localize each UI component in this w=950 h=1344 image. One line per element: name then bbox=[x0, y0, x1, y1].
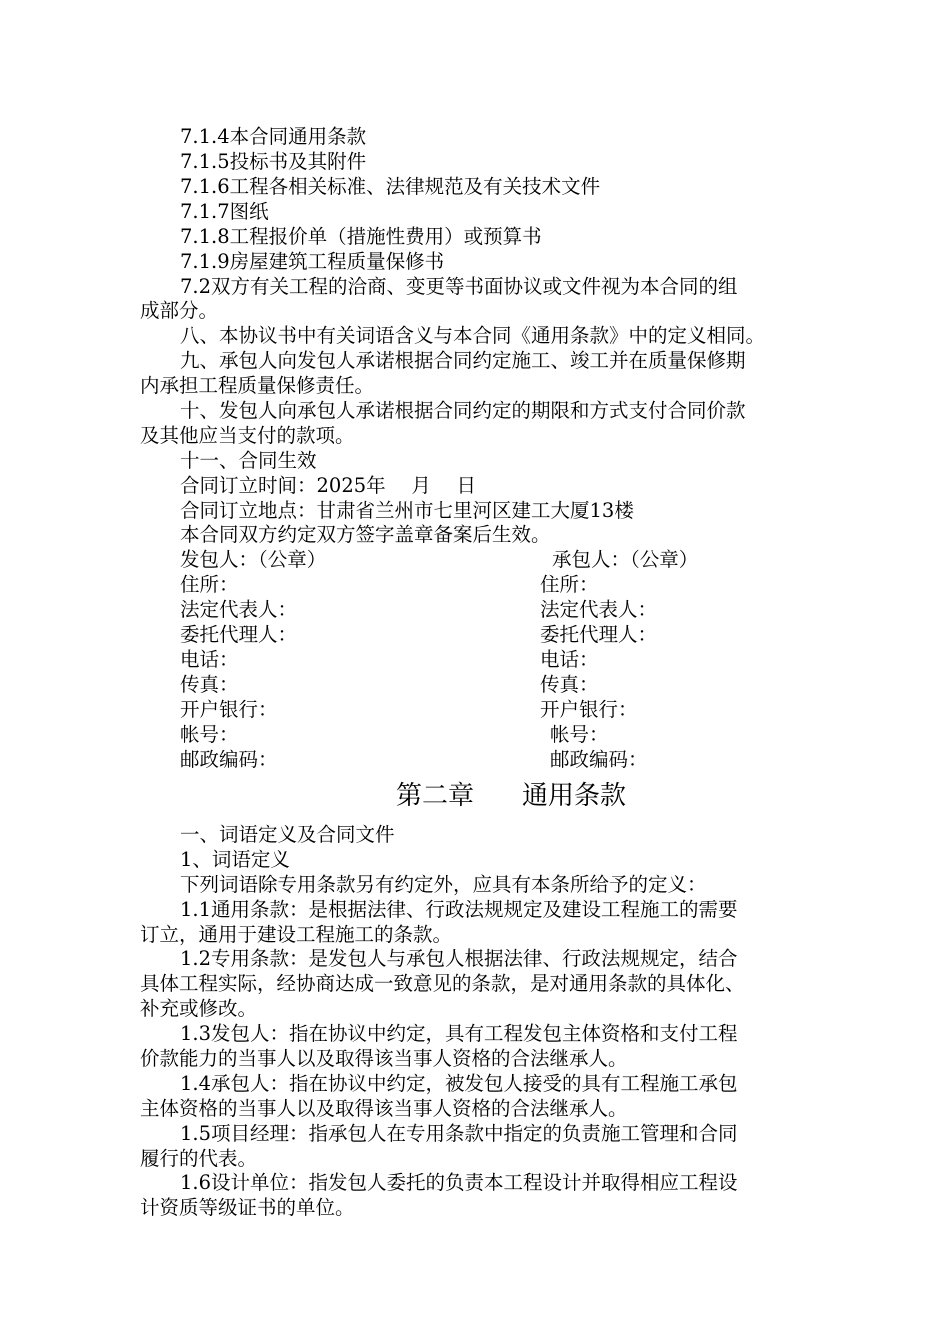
chapter-heading-title: 通用条款 bbox=[522, 781, 627, 811]
contractor-postcode: 邮政编码： bbox=[550, 748, 648, 771]
employer-bank: 开户银行： bbox=[180, 698, 278, 721]
employer-party: 发包人：（公章） bbox=[180, 548, 327, 571]
definitions-intro: 下列词语除专用条款另有约定外，应具有本条所给予的定义： bbox=[180, 873, 707, 896]
effective-clause: 本合同双方约定双方签字盖章备案后生效。 bbox=[180, 523, 551, 546]
chapter-heading-number: 第二章 bbox=[396, 781, 475, 811]
definition-1-2-line2: 具体工程实际，经协商达成一致意见的条款，是对通用条款的具体化、 bbox=[140, 972, 745, 995]
clause-7-2-line1: 7.2双方有关工程的洽商、变更等书面协议或文件视为本合同的组 bbox=[180, 275, 738, 298]
employer-agent: 委托代理人： bbox=[180, 623, 298, 646]
employer-account: 帐号： bbox=[180, 723, 239, 746]
definition-1-6-line2: 计资质等级证书的单位。 bbox=[140, 1196, 355, 1219]
signing-time: 合同订立时间：2025年 月 日 bbox=[180, 474, 477, 497]
definition-1-5-line2: 履行的代表。 bbox=[140, 1147, 258, 1170]
contractor-fax: 传真： bbox=[540, 673, 599, 696]
clause-7-1-6: 7.1.6工程各相关标准、法律规范及有关技术文件 bbox=[180, 175, 601, 198]
article-11: 十一、合同生效 bbox=[180, 449, 317, 472]
article-10-line2: 及其他应当支付的款项。 bbox=[140, 424, 355, 447]
definition-1-1-line1: 1.1通用条款：是根据法律、行政法规规定及建设工程施工的需要 bbox=[180, 898, 738, 921]
definition-1-5-line1: 1.5项目经理：指承包人在专用条款中指定的负责施工管理和合同 bbox=[180, 1122, 738, 1145]
section-1-title: 一、词语定义及合同文件 bbox=[180, 823, 395, 846]
subsection-1-title: 1、词语定义 bbox=[180, 848, 290, 871]
definition-1-1-line2: 订立，通用于建设工程施工的条款。 bbox=[140, 923, 453, 946]
definition-1-3-line1: 1.3发包人：指在协议中约定，具有工程发包主体资格和支付工程 bbox=[180, 1022, 738, 1045]
definition-1-4-line1: 1.4承包人：指在协议中约定，被发包人接受的具有工程施工承包 bbox=[180, 1072, 738, 1095]
employer-fax: 传真： bbox=[180, 673, 239, 696]
contractor-phone: 电话： bbox=[540, 648, 599, 671]
contractor-legal-rep: 法定代表人： bbox=[540, 598, 658, 621]
clause-7-2-line2: 成部分。 bbox=[140, 299, 219, 322]
clause-7-1-7: 7.1.7图纸 bbox=[180, 200, 269, 223]
employer-legal-rep: 法定代表人： bbox=[180, 598, 298, 621]
employer-phone: 电话： bbox=[180, 648, 239, 671]
employer-postcode: 邮政编码： bbox=[180, 748, 278, 771]
definition-1-3-line2: 价款能力的当事人以及取得该当事人资格的合法继承人。 bbox=[140, 1047, 628, 1070]
definition-1-6-line1: 1.6设计单位：指发包人委托的负责本工程设计并取得相应工程设 bbox=[180, 1171, 738, 1194]
contractor-bank: 开户银行： bbox=[540, 698, 638, 721]
contractor-address: 住所： bbox=[540, 573, 599, 596]
definition-1-2-line3: 补充或修改。 bbox=[140, 997, 258, 1020]
clause-7-1-4: 7.1.4本合同通用条款 bbox=[180, 125, 367, 148]
signing-place: 合同订立地点：甘肃省兰州市七里河区建工大厦13楼 bbox=[180, 499, 634, 522]
contractor-party: 承包人：（公章） bbox=[552, 548, 699, 571]
definition-1-4-line2: 主体资格的当事人以及取得该当事人资格的合法继承人。 bbox=[140, 1097, 628, 1120]
clause-7-1-9: 7.1.9房屋建筑工程质量保修书 bbox=[180, 250, 445, 273]
contractor-account: 帐号： bbox=[550, 723, 609, 746]
contractor-agent: 委托代理人： bbox=[540, 623, 658, 646]
article-9-line2: 内承担工程质量保修责任。 bbox=[140, 374, 375, 397]
employer-address: 住所： bbox=[180, 573, 239, 596]
clause-7-1-5: 7.1.5投标书及其附件 bbox=[180, 150, 367, 173]
article-10-line1: 十、发包人向承包人承诺根据合同约定的期限和方式支付合同价款 bbox=[180, 399, 746, 422]
definition-1-2-line1: 1.2专用条款：是发包人与承包人根据法律、行政法规规定，结合 bbox=[180, 947, 738, 970]
article-9-line1: 九、承包人向发包人承诺根据合同约定施工、竣工并在质量保修期 bbox=[180, 349, 746, 372]
clause-7-1-8: 7.1.8工程报价单（措施性费用）或预算书 bbox=[180, 225, 542, 248]
article-8: 八、本协议书中有关词语含义与本合同《通用条款》中的定义相同。 bbox=[180, 324, 766, 347]
